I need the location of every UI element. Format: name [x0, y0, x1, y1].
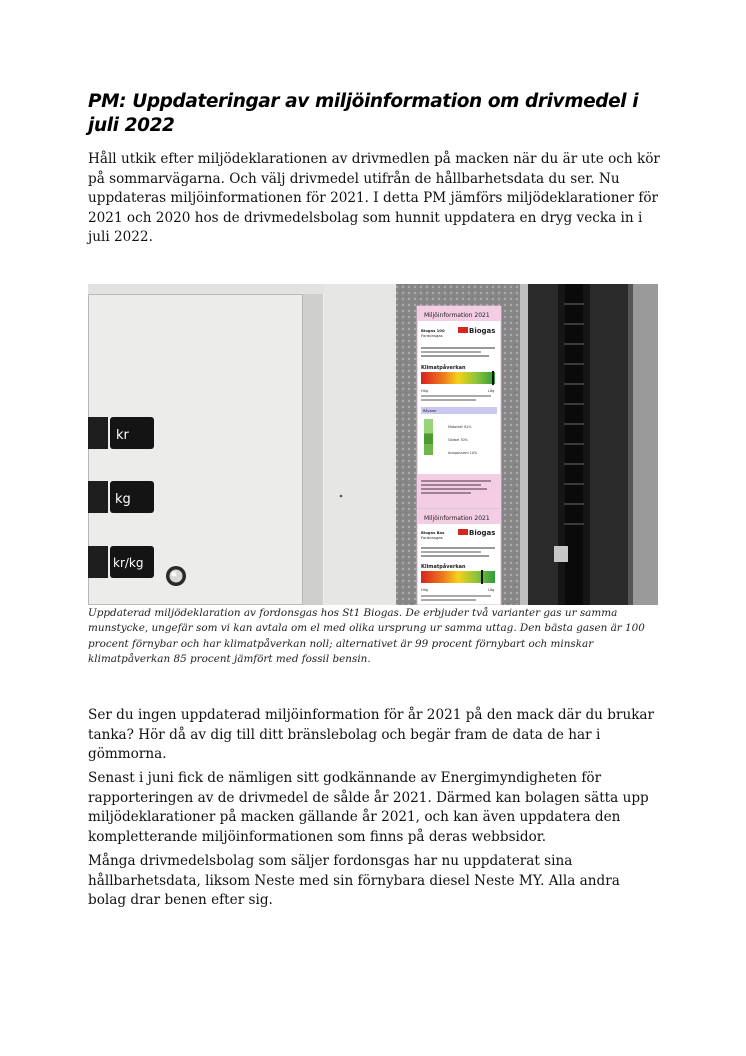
- svg-text:Hög: Hög: [421, 588, 428, 592]
- label-top-brand: Biogas: [469, 327, 496, 335]
- label-bottom-header: Miljöinformation 2021: [424, 515, 490, 522]
- unit-krkg-label: kr/kg: [113, 556, 144, 570]
- svg-text:Låg: Låg: [488, 389, 495, 393]
- svg-text:Avloppsslam 10%: Avloppsslam 10%: [448, 451, 478, 455]
- climate-scale-bottom: [421, 571, 495, 583]
- svg-text:Biogas Bas: Biogas Bas: [421, 530, 445, 535]
- svg-text:Råvaror: Råvaror: [423, 409, 437, 413]
- article-title: PM: Uppdateringar av miljöinformation om drivmedel i juli 2022: [88, 91, 639, 136]
- climate-scale-top: [421, 372, 495, 384]
- photo-illustration: [88, 284, 658, 605]
- fuel-pump-photo: [88, 284, 658, 605]
- photo-caption: Uppdaterad miljödeklaration av fordonsgas hos St1 Biogas. De erbjuder två varianter gas ur samma munstycke, ungefär som vi kan avtala om el med olika ursprung ur samma uttag. Den bästa gasen är 100 procent förnybar och har klimatpåverkan noll; alternativet är 99 procent förnybart och minskar klimatpåverkan 85 procent jämfört med fossil bensin.: [88, 607, 645, 666]
- svg-text:Klimatpåverkan: Klimatpåverkan: [421, 564, 466, 570]
- pump-side-panel: [324, 284, 396, 605]
- body-paragraph: Senast i juni fick de nämligen sitt godkännande av Energimyndigheten för rapporteringen av de drivmedel de sålde år 2021. Därmed kan bolagen sätta upp miljödeklarationer på macken gällande år 2021, och kan även uppdatera den kompletterande miljöinformationen som finns på deras webbsidor.: [88, 770, 649, 845]
- unit-kg-label: kg: [115, 492, 131, 507]
- svg-text:Klimatpåverkan: Klimatpåverkan: [421, 365, 466, 371]
- unit-kr-label: kr: [116, 428, 129, 443]
- body-paragraph: Ser du ingen uppdaterad miljöinformation för år 2021 på den mack där du brukar tanka? Hör då av dig till ditt bränslebolag och begär fram de data de har i gömmorna.: [88, 707, 655, 763]
- label-top-header: Miljöinformation 2021: [424, 312, 490, 319]
- pump-button: [166, 566, 186, 586]
- body-paragraph: Många drivmedelsbolag som säljer fordonsgas har nu uppdaterat sina hållbarhetsdata, liksom Neste med sin förnybara diesel Neste MY. Alla andra bolag drar benen efter sig.: [88, 853, 620, 909]
- svg-text:Fordonsgas: Fordonsgas: [421, 333, 443, 338]
- svg-text:Matavfall 61%: Matavfall 61%: [448, 425, 472, 429]
- svg-text:Låg: Låg: [488, 588, 495, 592]
- svg-text:Hög: Hög: [421, 389, 428, 393]
- volume-display: [88, 481, 154, 513]
- svg-text:Fordonsgas: Fordonsgas: [421, 535, 443, 540]
- environmental-label-top: [417, 306, 501, 511]
- lead-paragraph: Håll utkik efter miljödeklarationen av drivmedlen på macken när du är ute och kör på sommarvägarna. Och välj drivmedel utifrån de hållbarhetsdata du ser. Nu uppdateras miljöinformationen för 2021. I detta PM jämförs miljödeklarationer för 2021 och 2020 hos de drivmedelsbolag som hunnit uppdatera en dryg vecka in i juli 2022.: [88, 151, 660, 246]
- svg-text:Gödsel 30%: Gödsel 30%: [448, 438, 468, 442]
- price-display: [88, 417, 154, 449]
- svg-text:Biogas 100: Biogas 100: [421, 328, 445, 333]
- unit-price-display: [88, 546, 154, 578]
- label-bottom-brand: Biogas: [469, 529, 496, 537]
- environmental-label-bottom: [417, 509, 501, 605]
